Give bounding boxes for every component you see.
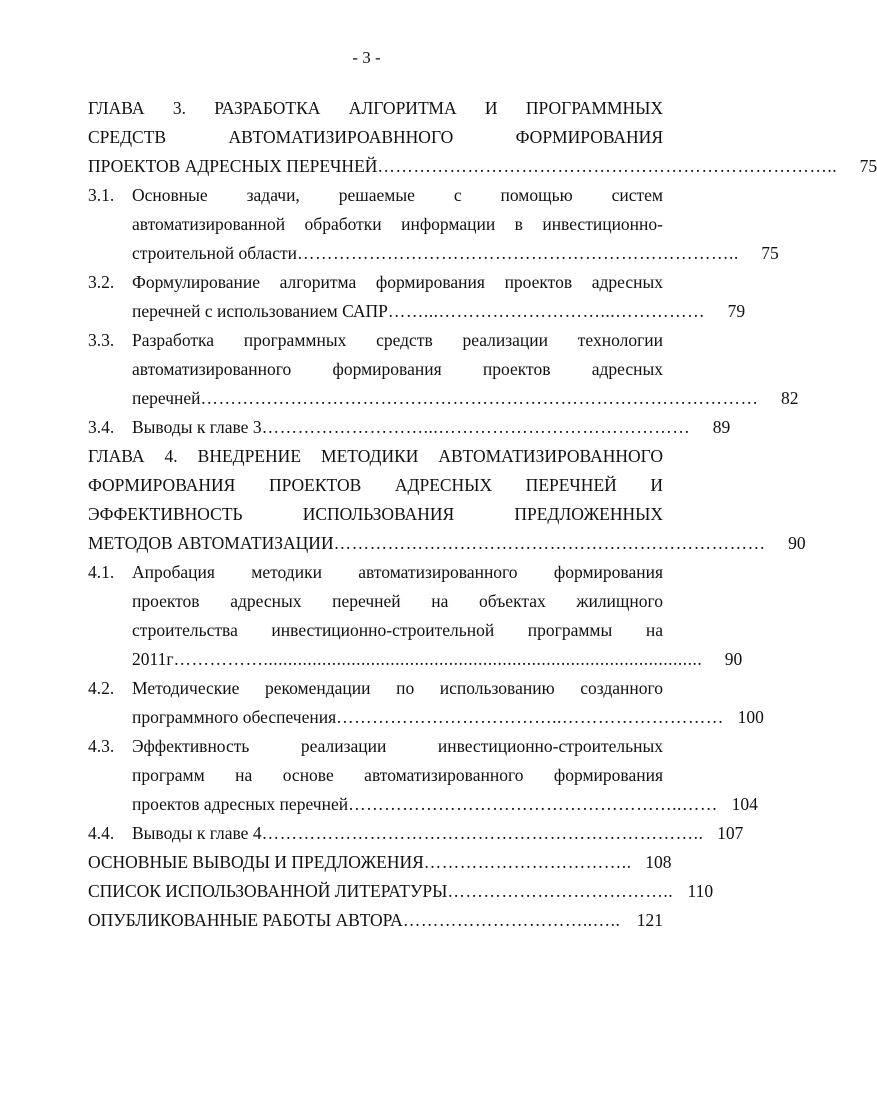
section-3-3-line-3[interactable] (88, 384, 799, 413)
chapter-4-title-text: МЕТОДОВ АВТОМАТИЗАЦИИ (88, 533, 334, 553)
page-ref: 89 (712, 417, 731, 437)
section-title-text: Основные задачи, решаемые с помощью систем (132, 185, 663, 205)
section-3-2-line-1 (88, 268, 663, 297)
section-4-1-line-4[interactable] (88, 645, 743, 674)
section-title-text: Выводы к главе 4 (132, 823, 262, 843)
page-ref: 75 (761, 243, 779, 263)
section-3-1-line-3[interactable] (88, 239, 779, 268)
section-number: 3.2. (88, 272, 115, 292)
page-ref: 90 (788, 533, 806, 553)
dot-leader: ……………………………………………………………….. (296, 243, 739, 263)
references-entry[interactable] (88, 877, 714, 906)
chapter-3-title-line-2: СРЕДСТВ АВТОМАТИЗИРОАВННОГО ФОРМИРОВАНИЯ (88, 127, 663, 147)
page-ref: 79 (727, 301, 746, 321)
page-ref: 100 (737, 707, 764, 727)
section-4-3-line-3[interactable] (88, 790, 758, 819)
section-title-text: Эффективность реализации инвестиционно-строительных (132, 736, 663, 756)
dot-leader: ……………………………………………………………….. (261, 823, 704, 843)
page-number: - 3 - (352, 48, 381, 67)
table-of-contents (88, 94, 877, 935)
chapter-4-title-line-2: ФОРМИРОВАНИЯ ПРОЕКТОВ АДРЕСНЫХ ПЕРЕЧНЕЙ И (88, 475, 663, 495)
section-title-text: Методические рекомендации по использованию созданного (132, 678, 663, 698)
page-ref: 90 (724, 649, 743, 669)
page-ref: 75 (859, 156, 877, 176)
section-number: 4.3. (88, 736, 115, 756)
section-title-text: проектов адресных перечней (132, 794, 349, 814)
section-title-text: 2011г (132, 649, 174, 669)
dot-leader: ………………………………………………………………….. (377, 156, 838, 176)
page-ref: 104 (731, 794, 758, 814)
section-title-text: строительной области (132, 243, 297, 263)
section-3-1-line-1 (88, 181, 663, 210)
section-number: 3.3. (88, 330, 115, 350)
section-title-text: программного обеспечения (132, 707, 337, 727)
section-4-2-line-2[interactable] (88, 703, 764, 732)
section-number: 3.4. (88, 417, 115, 437)
section-number: 4.2. (88, 678, 115, 698)
section-3-2-line-2[interactable] (88, 297, 746, 326)
section-3-3-line-2: автоматизированного формирования проектов адресных (132, 359, 663, 379)
chapter-3-title-line-1: ГЛАВА 3. РАЗРАБОТКА АЛГОРИТМА И ПРОГРАММНЫХ (88, 98, 663, 118)
section-title-text: Разработка программных средств реализации технологии (132, 330, 663, 350)
section-4-2-line-1 (88, 674, 663, 703)
section-number: 4.4. (88, 823, 115, 843)
dot-leader: ……………………………………………………………… (333, 533, 766, 553)
section-title-text: Апробация методики автоматизированного формирования (132, 562, 663, 582)
section-title-text: Формулирование алгоритма формирования проектов адресных (132, 272, 663, 292)
dot-leader: …………………………….. (423, 852, 632, 872)
chapter-3-title-text: ПРОЕКТОВ АДРЕСНЫХ ПЕРЕЧНЕЙ (88, 156, 378, 176)
dot-leader: ……………………………….. (447, 881, 674, 901)
section-number: 4.1. (88, 562, 115, 582)
section-title-text: перечней (132, 388, 201, 408)
section-number: 3.1. (88, 185, 115, 205)
page-ref: 121 (636, 910, 663, 930)
section-4-1-line-3: строительства инвестиционно-строительной программы на (132, 620, 663, 640)
page-ref: 110 (687, 881, 714, 901)
entry-title-text: ОСНОВНЫЕ ВЫВОДЫ И ПРЕДЛОЖЕНИЯ (88, 852, 424, 872)
section-title-text: Выводы к главе 3 (132, 417, 262, 437)
chapter-3-title-line-3[interactable] (88, 152, 877, 181)
dot-leader: ………………………………..……………………… (336, 707, 724, 727)
section-3-4-line-1[interactable] (88, 413, 731, 442)
dot-leader: ………………………………………………………………………………… (200, 388, 759, 408)
dot-leader: ……...………………………...…………… (387, 301, 706, 321)
entry-title-text: СПИСОК ИСПОЛЬЗОВАННОЙ ЛИТЕРАТУРЫ (88, 881, 448, 901)
publications-entry[interactable] (88, 906, 663, 935)
chapter-4-title-line-3: ЭФФЕКТИВНОСТЬ ИСПОЛЬЗОВАНИЯ ПРЕДЛОЖЕННЫХ (88, 504, 663, 524)
page-ref: 108 (645, 852, 672, 872)
section-title-text: перечней с использованием САПР (132, 301, 388, 321)
entry-title-text: ОПУБЛИКОВАННЫЕ РАБОТЫ АВТОРА (88, 910, 403, 930)
dot-leader: …………….......................................................................................... (173, 649, 703, 669)
dot-leader: …………………………..….. (402, 910, 621, 930)
section-4-1-line-1 (88, 558, 663, 587)
section-4-4-line-1[interactable] (88, 819, 744, 848)
conclusions-entry[interactable] (88, 848, 672, 877)
section-3-1-line-2: автоматизированной обработки информации в инвестиционно- (132, 214, 663, 234)
chapter-4-title-line-4[interactable] (88, 529, 806, 558)
chapter-4-title-line-1: ГЛАВА 4. ВНЕДРЕНИЕ МЕТОДИКИ АВТОМАТИЗИРОВАННОГО (88, 446, 663, 466)
section-4-3-line-1 (88, 732, 663, 761)
section-3-3-line-1 (88, 326, 663, 355)
dot-leader: ………………………………………………..…… (348, 794, 718, 814)
section-4-3-line-2: программ на основе автоматизированного формирования (132, 765, 663, 785)
dot-leader: ………………………...…………………………………… (261, 417, 691, 437)
page-ref: 82 (781, 388, 799, 408)
section-4-1-line-2: проектов адресных перечней на объектах жилищного (132, 591, 663, 611)
page-ref: 107 (717, 823, 744, 843)
